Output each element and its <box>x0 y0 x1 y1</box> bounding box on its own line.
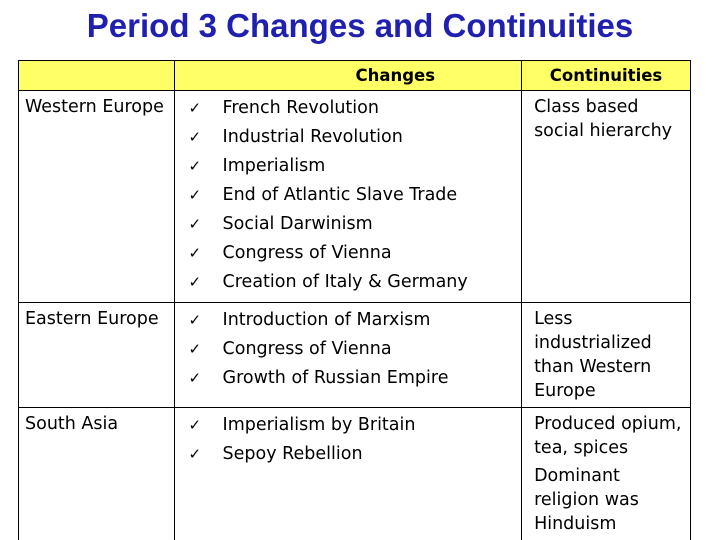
list-item <box>175 210 522 239</box>
change-item: Introduction of Marxism <box>222 310 431 330</box>
check-icon: ✓ <box>188 128 202 146</box>
change-item: Congress of Vienna <box>222 339 392 359</box>
check-icon: ✓ <box>188 99 202 117</box>
region-cell <box>19 408 175 540</box>
continuities-cell <box>522 303 691 408</box>
page-title: Period 3 Changes and Continuities <box>86 7 634 44</box>
continuity-text: Class based social hierarchy <box>534 97 673 141</box>
check-icon: ✓ <box>188 445 202 463</box>
change-item: Imperialism <box>222 156 326 176</box>
region-cell <box>19 303 175 408</box>
changes-cell <box>174 303 522 408</box>
change-item: Congress of Vienna <box>222 243 392 263</box>
changes-list <box>175 91 522 301</box>
header-region-cell <box>19 61 175 91</box>
region-cell <box>19 91 175 303</box>
continuity-text: Produced opium, tea, spices <box>534 414 682 458</box>
region-label: Eastern Europe <box>25 309 159 329</box>
change-item: French Revolution <box>222 98 379 118</box>
region-label: Western Europe <box>25 97 164 117</box>
list-item <box>175 411 522 440</box>
continuity-text: Dominant religion was Hinduism <box>534 466 639 534</box>
list-item <box>175 335 522 364</box>
check-icon: ✓ <box>188 369 202 387</box>
changes-list <box>175 408 522 473</box>
header-continuities-cell: Continuities <box>522 61 691 91</box>
list-item <box>175 364 522 393</box>
changes-cell <box>174 91 522 303</box>
continuity-text: Less industrialized than Western Europe <box>534 309 652 401</box>
check-icon: ✓ <box>188 311 202 329</box>
change-item: Growth of Russian Empire <box>222 368 449 388</box>
list-item <box>175 181 522 210</box>
list-item <box>175 440 522 469</box>
check-icon: ✓ <box>188 157 202 175</box>
table-row <box>19 91 691 303</box>
list-item <box>175 123 522 152</box>
change-item: Creation of Italy & Germany <box>222 272 468 292</box>
changes-list <box>175 303 522 397</box>
list-item <box>175 239 522 268</box>
check-icon: ✓ <box>188 416 202 434</box>
region-label: South Asia <box>25 414 119 434</box>
header-changes-cell: Changes <box>174 61 522 91</box>
changes-continuities-table <box>18 60 691 540</box>
check-icon: ✓ <box>188 273 202 291</box>
list-item <box>175 306 522 335</box>
change-item: Sepoy Rebellion <box>222 444 363 464</box>
change-item: Industrial Revolution <box>222 127 403 147</box>
changes-cell <box>174 408 522 540</box>
continuities-cell <box>522 408 691 540</box>
check-icon: ✓ <box>188 215 202 233</box>
change-item: Social Darwinism <box>222 214 373 234</box>
table-header-row <box>19 61 691 91</box>
change-item: Imperialism by Britain <box>222 415 416 435</box>
continuities-cell <box>522 91 691 303</box>
check-icon: ✓ <box>188 244 202 262</box>
list-item <box>175 94 522 123</box>
check-icon: ✓ <box>188 186 202 204</box>
change-item: End of Atlantic Slave Trade <box>222 185 458 205</box>
check-icon: ✓ <box>188 340 202 358</box>
table-row <box>19 303 691 408</box>
table-row <box>19 408 691 540</box>
list-item <box>175 152 522 181</box>
list-item <box>175 268 522 297</box>
